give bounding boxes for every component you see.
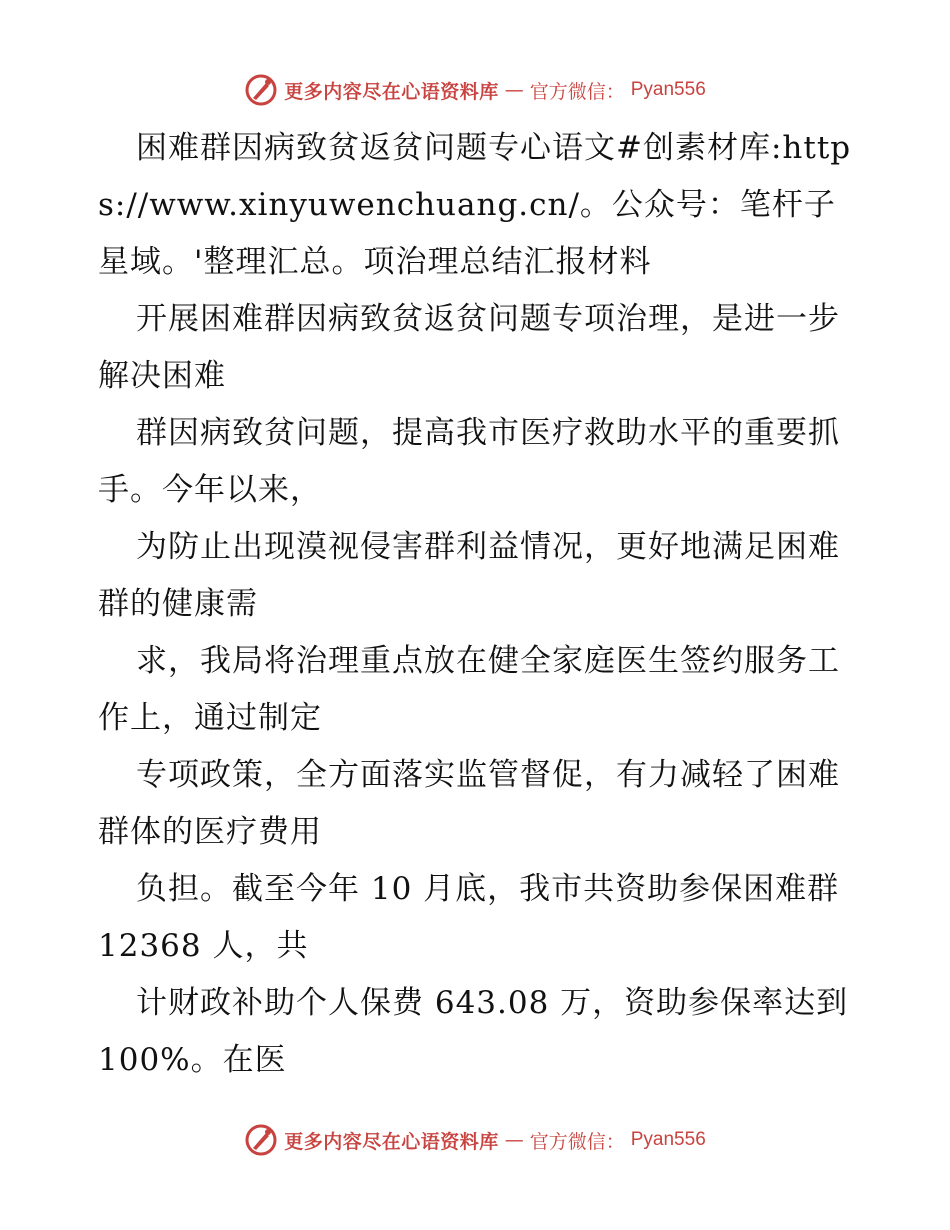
paragraph: 负担。截至今年 10 月底，我市共资助参保困难群 12368 人，共 — [98, 871, 840, 964]
banner-wechat-id: Pyan556 — [630, 1129, 706, 1150]
banner-sub-text: 官方微信： — [529, 1130, 625, 1153]
banner-main-text: 更多内容尽在心语资料库 — [284, 80, 499, 103]
paragraph: 群因病致贫问题，提高我市医疗救助水平的重要抓手。今年以来， — [98, 415, 840, 508]
paragraph: 为防止出现漠视侵害群利益情况，更好地满足困难群的健康需 — [98, 529, 840, 622]
paragraph: 开展困难群因病致贫返贫问题专项治理，是进一步解决困难 — [98, 301, 840, 394]
banner-separator: — — [504, 1129, 524, 1151]
header-banner — [0, 70, 950, 110]
banner-wechat-id: Pyan556 — [630, 79, 706, 100]
footer-banner — [0, 1120, 950, 1160]
document-body — [98, 120, 858, 1089]
paragraph: 计财政补助个人保费 643.08 万，资助参保率达到 100%。在医 — [98, 985, 849, 1078]
banner-sub-text: 官方微信： — [529, 80, 625, 103]
paragraph: 困难群因病致贫返贫问题专心语文#创素材库:https://www.xinyuwenchuang.cn/。公众号：笔杆子星域。'整理汇总。项治理总结汇报材料 — [98, 130, 852, 280]
banner-main-text: 更多内容尽在心语资料库 — [284, 1130, 499, 1153]
pen-nib-seal-icon — [244, 73, 278, 107]
paragraph: 求，我局将治理重点放在健全家庭医生签约服务工作上，通过制定 — [98, 643, 840, 736]
paragraph: 专项政策，全方面落实监管督促，有力减轻了困难群体的医疗费用 — [98, 757, 840, 850]
pen-nib-seal-icon — [244, 1123, 278, 1157]
banner-separator: — — [504, 79, 524, 101]
